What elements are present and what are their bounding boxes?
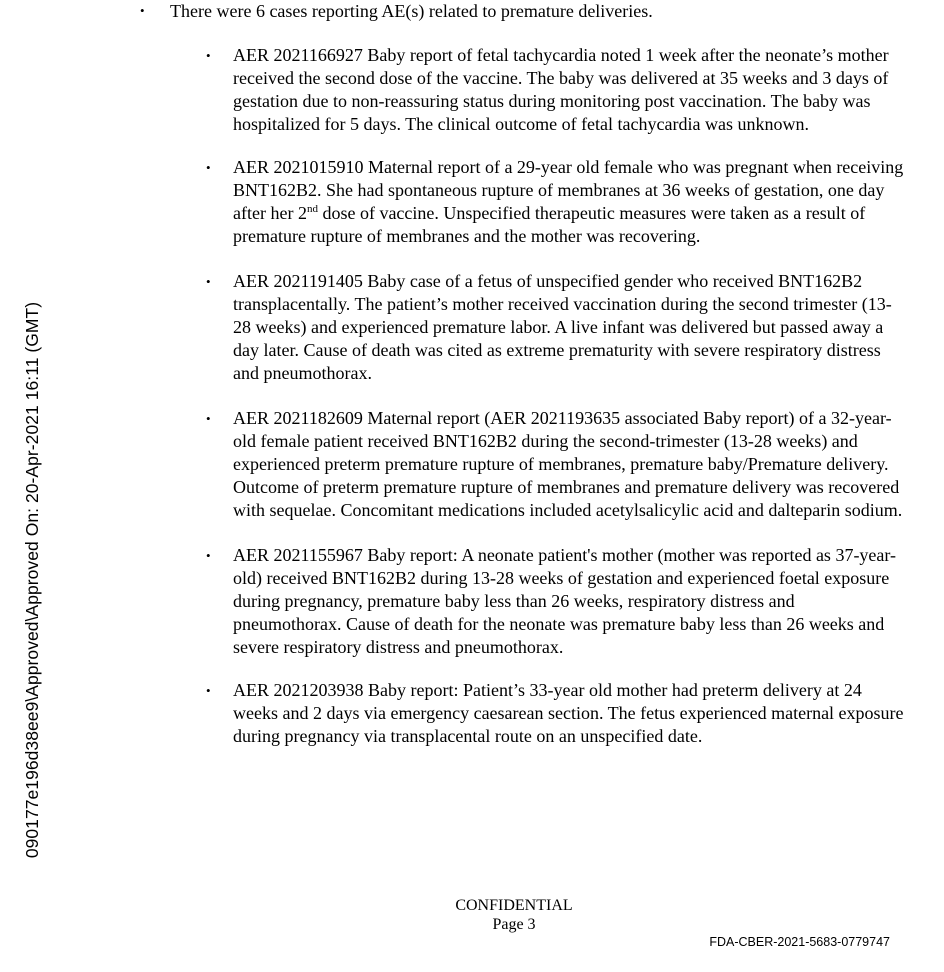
case-text: AER 2021191405 Baby case of a fetus of unspecified gender who received BNT162B2 transplacentally. The patient’s mother received vaccination during the second trimester (13-28 weeks) and experienced premature labor. A live infant was delivered but passed away a day later. Cause of death was cited as extreme prematurity with severe respiratory distress and pneumothorax. <box>233 271 892 383</box>
case-text-part: dose of vaccine. Unspecified therapeutic measures were taken as a result of premature rupture of membranes and the mother was recovering. <box>233 203 866 246</box>
case-item <box>206 156 906 248</box>
case-text: AER 2021155967 Baby report: A neonate patient's mother (mother was reported as 37-year-old) received BNT162B2 during 13-28 weeks of gestation and experienced foetal exposure during pregnancy, premature baby less than 26 weeks, respiratory distress and pneumothorax. Cause of death for the neonate was premature baby less than 26 weeks and severe respiratory distress and pneumothorax. <box>233 545 897 657</box>
ordinal-suffix: nd <box>306 203 318 215</box>
case-text: AER 2021166927 Baby report of fetal tachycardia noted 1 week after the neonate’s mother received the second dose of the vaccine. The baby was delivered at 35 weeks and 3 days of gestation due to non-reassuring status during monitoring post vaccination. The baby was hospitalized for 5 days. The clinical outcome of fetal tachycardia was unknown. <box>233 45 889 134</box>
summary-text: There were 6 cases reporting AE(s) related to premature deliveries. <box>170 1 653 21</box>
bullet-icon: • <box>206 274 211 289</box>
case-list <box>206 44 906 748</box>
case-text: AER 2021203938 Baby report: Patient’s 33-year old mother had preterm delivery at 24 weeks and 2 days via emergency caesarean section. The fetus experienced maternal exposure during pregnancy via transplacental route on an unspecified date. <box>233 680 904 746</box>
summary-bullet <box>140 0 653 22</box>
bullet-icon: • <box>206 160 211 175</box>
case-item <box>206 679 906 748</box>
case-item <box>206 544 906 659</box>
page-number: Page 3 <box>492 916 536 933</box>
case-item <box>206 44 906 136</box>
case-item <box>206 407 906 522</box>
bullet-icon: • <box>206 48 211 63</box>
document-id: FDA-CBER-2021-5683-0779747 <box>709 935 890 949</box>
bullet-icon: • <box>206 411 211 426</box>
case-text: AER 2021182609 Maternal report (AER 2021193635 associated Baby report) of a 32-year-old female patient received BNT162B2 during the second-trimester (13-28 weeks) and experienced preterm premature rupture of membranes, premature baby/Premature delivery. Outcome of preterm premature rupture of membranes and premature delivery was recovered with sequelae. Concomitant medications included acetylsalicylic acid and dalteparin sodium. <box>233 408 903 520</box>
bullet-icon: • <box>206 548 211 563</box>
case-text <box>233 156 906 248</box>
approval-stamp: 090177e196d38ee9\Approved\Approved On: 20-Apr-2021 16:11 (GMT) <box>22 301 42 859</box>
bullet-icon: • <box>140 3 145 18</box>
case-text-part: AER 2021015910 Maternal report of a 29-year old female who was pregnant when receiving BNT162B2. She had spontaneous rupture of membranes at 36 weeks of gestation, one day after her 2 <box>233 157 904 223</box>
bullet-icon: • <box>206 683 211 698</box>
case-item <box>206 270 906 385</box>
confidential-label: CONFIDENTIAL <box>455 897 573 914</box>
